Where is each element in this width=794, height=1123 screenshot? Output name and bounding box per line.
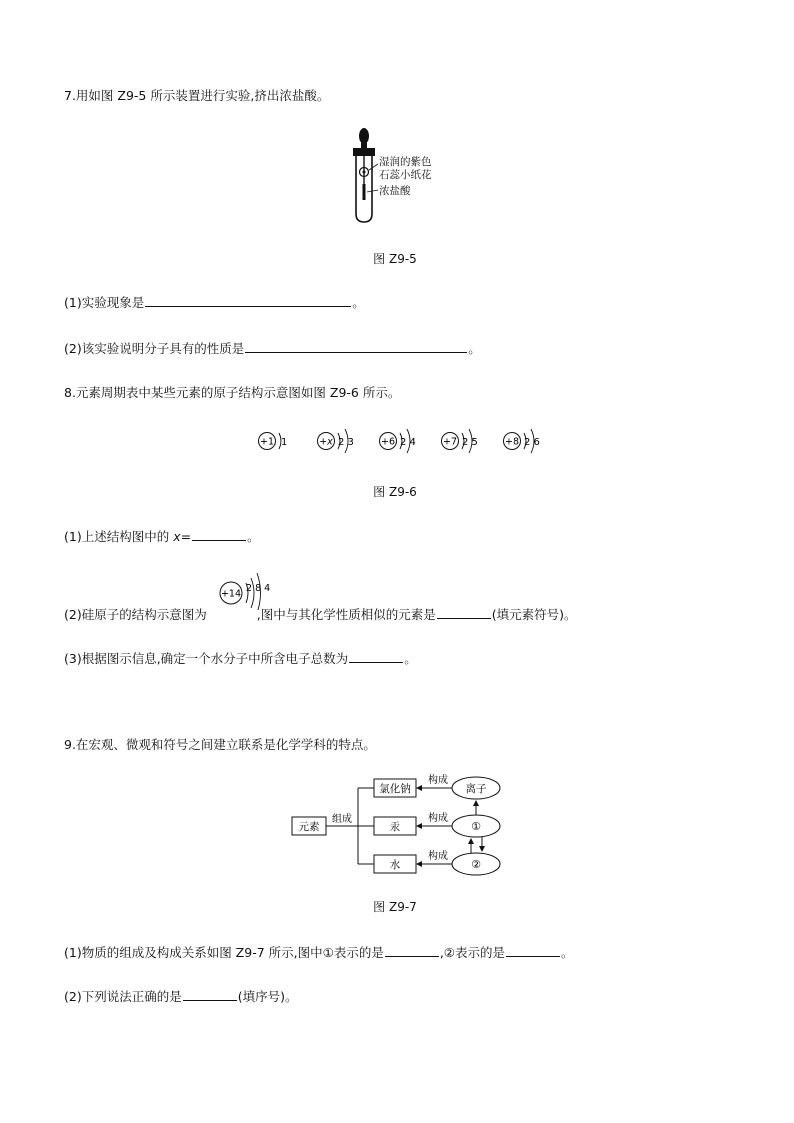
q9-sub2-text: (2)下列说法正确的是 [64, 989, 182, 1004]
label-conc-hcl: 浓盐酸 [379, 185, 411, 197]
q7-sub1 [64, 294, 365, 311]
svg-text:2 5: 2 5 [462, 437, 478, 448]
q9-sub1-mid: ,②表示的是 [439, 945, 506, 960]
constitute-label-1: 构成 [428, 775, 448, 786]
q7-sub1-blank[interactable] [145, 294, 351, 307]
figure-caption-z9-5: 图 Z9-5 [373, 252, 417, 266]
q8-sub3-blank[interactable] [349, 650, 403, 663]
q8-sub1-end: 。 [247, 529, 260, 544]
label-litmus-flower: 石蕊小纸花 [379, 169, 432, 181]
atom-diagram-3 [380, 429, 416, 453]
silicon-atom-diagram [218, 566, 274, 610]
composition-diagram [286, 770, 512, 880]
atom-structure-diagrams [250, 424, 550, 458]
q8-sub1-blank[interactable] [192, 528, 246, 541]
svg-text:①: ① [471, 820, 481, 833]
atom-diagram-1 [259, 433, 288, 450]
compose-label: 组成 [332, 814, 352, 825]
svg-text:+8: +8 [504, 436, 520, 448]
q7-stem: 7.用如图 Z9-5 所示装置进行实验,挤出浓盐酸。 [64, 88, 330, 103]
constitute-label-2: 构成 [428, 813, 448, 824]
q7-sub2 [64, 340, 481, 357]
svg-text:2 3: 2 3 [338, 437, 354, 448]
q8-sub3 [64, 650, 417, 667]
q8-sub3-text: (3)根据图示信息,确定一个水分子中所含电子总数为 [64, 651, 349, 666]
test-tube-apparatus-figure [340, 126, 460, 226]
q9-sub2-blank[interactable] [183, 988, 237, 1001]
svg-text:汞: 汞 [389, 821, 401, 833]
q9-stem: 9.在宏观、微观和符号之间建立联系是化学学科的特点。 [64, 737, 376, 752]
q7-sub2-end: 。 [468, 341, 481, 356]
svg-text:1: 1 [281, 437, 288, 448]
q9-sub2 [64, 988, 297, 1005]
atom-diagram-2 [318, 429, 354, 453]
svg-text:2 4: 2 4 [400, 437, 416, 448]
q9-sub1-blank-2[interactable] [506, 944, 560, 957]
rubber-stopper [353, 148, 375, 156]
q9-sub1-text: (1)物质的组成及构成关系如图 Z9-7 所示,图中①表示的是 [64, 945, 384, 960]
q7-sub1-text: (1)实验现象是 [64, 295, 145, 310]
svg-text:+7: +7 [442, 436, 458, 448]
q9-sub1-blank-1[interactable] [385, 944, 439, 957]
q7-sub2-text: (2)该实验说明分子具有的性质是 [64, 341, 245, 356]
q8-sub2 [64, 606, 576, 623]
atom-diagram-4 [442, 429, 478, 453]
svg-text:水: 水 [389, 859, 401, 871]
svg-text:氯化钠: 氯化钠 [379, 783, 411, 795]
figure-caption-z9-6: 图 Z9-6 [373, 485, 417, 499]
q8-sub2-blank[interactable] [437, 606, 491, 619]
q8-sub1-text: (1)上述结构图中的 [64, 529, 174, 544]
constitute-label-3: 构成 [428, 851, 448, 862]
q8-sub3-end: 。 [404, 651, 417, 666]
dropper-neck [361, 142, 367, 148]
svg-text:2 8 4: 2 8 4 [246, 583, 271, 594]
q8-sub1 [64, 528, 260, 545]
atom-diagram-5 [504, 429, 540, 453]
svg-text:②: ② [471, 858, 481, 871]
svg-text:+14: +14 [220, 588, 242, 600]
svg-text:+1: +1 [259, 436, 275, 448]
q8-sub1-eq: = [180, 529, 192, 544]
svg-text:元素: 元素 [298, 821, 320, 833]
q7-sub2-blank[interactable] [245, 340, 467, 353]
svg-text:+x: +x [319, 436, 333, 448]
svg-text:+6: +6 [380, 436, 396, 448]
q9-sub2-end: (填序号)。 [237, 989, 298, 1004]
q8-sub1-var: x [173, 529, 181, 544]
q9-sub1 [64, 944, 574, 961]
svg-text:2 6: 2 6 [524, 437, 540, 448]
q8-sub2-mid: ,图中与其化学性质相似的元素是 [256, 607, 436, 622]
dropper-bulb [359, 128, 369, 144]
label-moist-purple: 湿润的紫色 [379, 156, 432, 168]
q8-stem: 8.元素周期表中某些元素的原子结构示意图如图 Z9-6 所示。 [64, 385, 401, 400]
q9-sub1-end: 。 [561, 945, 574, 960]
q7-sub1-end: 。 [352, 295, 365, 310]
figure-caption-z9-7: 图 Z9-7 [373, 900, 417, 914]
q8-sub2-end: (填元素符号)。 [491, 607, 577, 622]
svg-text:离子: 离子 [465, 783, 487, 795]
q8-sub2-text: (2)硅原子的结构示意图为 [64, 607, 207, 622]
